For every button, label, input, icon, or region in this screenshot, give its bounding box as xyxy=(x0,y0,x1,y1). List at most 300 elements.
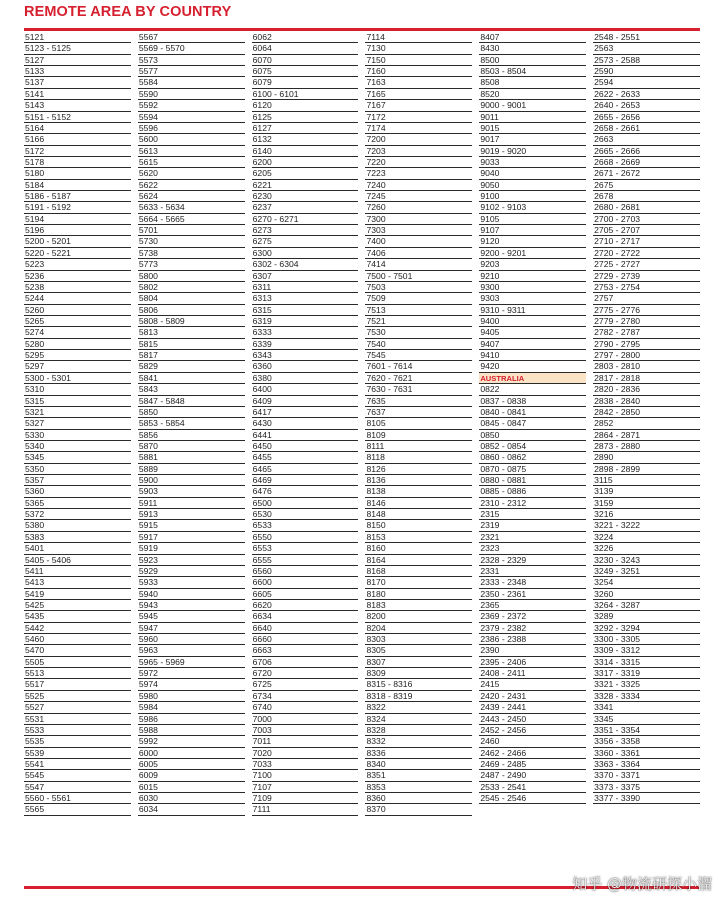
postcode-cell: 8148 xyxy=(365,509,472,520)
postcode-cell: 5220 - 5221 xyxy=(24,248,131,259)
postcode-cell: 2700 - 2703 xyxy=(593,214,700,225)
postcode-cell: 2852 xyxy=(593,418,700,429)
postcode-cell: 6270 - 6271 xyxy=(252,214,359,225)
postcode-cell: 2671 - 2672 xyxy=(593,168,700,179)
postcode-cell: 7160 xyxy=(365,66,472,77)
postcode-cell: 7174 xyxy=(365,123,472,134)
postcode-cell: 5151 - 5152 xyxy=(24,112,131,123)
postcode-cell: 6005 xyxy=(138,759,245,770)
postcode-cell: 3373 - 3375 xyxy=(593,782,700,793)
postcode-cell: 6034 xyxy=(138,804,245,815)
postcode-cell: 5974 xyxy=(138,679,245,690)
postcode-cell: 5633 - 5634 xyxy=(138,202,245,213)
postcode-cell: 3356 - 3358 xyxy=(593,736,700,747)
postcode-cell: 2594 xyxy=(593,77,700,88)
postcode-cell: 5360 xyxy=(24,486,131,497)
postcode-cell: 5813 xyxy=(138,327,245,338)
postcode-cell: 5917 xyxy=(138,532,245,543)
postcode-cell: 5330 xyxy=(24,430,131,441)
postcode-cell: 6315 xyxy=(252,305,359,316)
postcode-cell: 8322 xyxy=(365,702,472,713)
postcode-cell: 6132 xyxy=(252,134,359,145)
postcode-cell: 5622 xyxy=(138,180,245,191)
postcode-column xyxy=(24,32,131,886)
postcode-cell: 5315 xyxy=(24,396,131,407)
postcode-cell: 6620 xyxy=(252,600,359,611)
postcode-cell: 2710 - 2717 xyxy=(593,236,700,247)
postcode-cell: 5172 xyxy=(24,146,131,157)
postcode-cell: 8508 xyxy=(479,77,586,88)
postcode-cell: 6600 xyxy=(252,577,359,588)
postcode-cell: 6000 xyxy=(138,748,245,759)
postcode-cell: 5933 xyxy=(138,577,245,588)
postcode-cell: 5470 xyxy=(24,645,131,656)
postcode-cell: 2640 - 2653 xyxy=(593,100,700,111)
postcode-cell: 7003 xyxy=(252,725,359,736)
postcode-cell: 5773 xyxy=(138,259,245,270)
postcode-cell: 5196 xyxy=(24,225,131,236)
postcode-cell: 8315 - 8316 xyxy=(365,679,472,690)
postcode-cell: 8303 xyxy=(365,634,472,645)
postcode-cell: 8360 xyxy=(365,793,472,804)
postcode-cell: 5900 xyxy=(138,475,245,486)
postcode-cell: 3328 - 3334 xyxy=(593,691,700,702)
postcode-cell: 2873 - 2880 xyxy=(593,441,700,452)
postcode-cell: 3115 xyxy=(593,475,700,486)
postcode-cell: 5133 xyxy=(24,66,131,77)
postcode-cell: 2369 - 2372 xyxy=(479,611,586,622)
postcode-cell: 5584 xyxy=(138,77,245,88)
postcode-cell: 8136 xyxy=(365,475,472,486)
postcode-cell: 7172 xyxy=(365,112,472,123)
postcode-cell: 5806 xyxy=(138,305,245,316)
postcode-cell: 2729 - 2739 xyxy=(593,271,700,282)
postcode-cell: 5310 xyxy=(24,384,131,395)
postcode-cell: 5327 xyxy=(24,418,131,429)
postcode-cell: 3226 xyxy=(593,543,700,554)
postcode-cell: 3289 xyxy=(593,611,700,622)
postcode-cell: 8324 xyxy=(365,714,472,725)
postcode-cell: 5517 xyxy=(24,679,131,690)
postcode-cell: 5913 xyxy=(138,509,245,520)
postcode-cell: 8180 xyxy=(365,589,472,600)
postcode-cell: 2321 xyxy=(479,532,586,543)
postcode-cell: 5984 xyxy=(138,702,245,713)
postcode-cell: 5541 xyxy=(24,759,131,770)
postcode-cell: 5184 xyxy=(24,180,131,191)
postcode-cell: 2545 - 2546 xyxy=(479,793,586,804)
postcode-cell: 9405 xyxy=(479,327,586,338)
postcode-cell: 8138 xyxy=(365,486,472,497)
postcode-cell: 8105 xyxy=(365,418,472,429)
postcode-cell: 5881 xyxy=(138,452,245,463)
postcode-cell: 5569 - 5570 xyxy=(138,43,245,54)
postcode-cell: 5357 xyxy=(24,475,131,486)
postcode-table xyxy=(24,32,700,886)
postcode-cell: 5600 xyxy=(138,134,245,145)
postcode-cell: 6706 xyxy=(252,657,359,668)
postcode-cell: 5963 xyxy=(138,645,245,656)
postcode-cell: 5802 xyxy=(138,282,245,293)
postcode-cell: 5847 - 5848 xyxy=(138,396,245,407)
postcode-cell: 5141 xyxy=(24,89,131,100)
postcode-cell: 2439 - 2441 xyxy=(479,702,586,713)
postcode-cell: 7620 - 7621 xyxy=(365,373,472,384)
postcode-cell: 6740 xyxy=(252,702,359,713)
postcode-cell: 3317 - 3319 xyxy=(593,668,700,679)
postcode-cell: 5923 xyxy=(138,555,245,566)
postcode-cell: 5843 xyxy=(138,384,245,395)
postcode-cell: 6555 xyxy=(252,555,359,566)
postcode-cell: 5340 xyxy=(24,441,131,452)
postcode-cell: 9200 - 9201 xyxy=(479,248,586,259)
postcode-cell: 8351 xyxy=(365,770,472,781)
postcode-cell: 6450 xyxy=(252,441,359,452)
postcode-cell: 7300 xyxy=(365,214,472,225)
postcode-cell: 5573 xyxy=(138,55,245,66)
postcode-cell: 5383 xyxy=(24,532,131,543)
postcode-cell: 5800 xyxy=(138,271,245,282)
postcode-cell: 6125 xyxy=(252,112,359,123)
postcode-cell: 7635 xyxy=(365,396,472,407)
postcode-cell: 5903 xyxy=(138,486,245,497)
postcode-cell: 7540 xyxy=(365,339,472,350)
postcode-cell: 3321 - 3325 xyxy=(593,679,700,690)
postcode-cell: 5186 - 5187 xyxy=(24,191,131,202)
postcode-cell: 7303 xyxy=(365,225,472,236)
postcode-cell: 5592 xyxy=(138,100,245,111)
postcode-cell: 6127 xyxy=(252,123,359,134)
postcode-cell: 6380 xyxy=(252,373,359,384)
postcode-cell: 8168 xyxy=(365,566,472,577)
postcode-cell: 5413 xyxy=(24,577,131,588)
postcode-cell: 3159 xyxy=(593,498,700,509)
postcode-cell: 5380 xyxy=(24,520,131,531)
postcode-cell: 5164 xyxy=(24,123,131,134)
postcode-cell: 7400 xyxy=(365,236,472,247)
postcode-cell: 8407 xyxy=(479,32,586,43)
postcode-cell: 6360 xyxy=(252,361,359,372)
postcode-cell: 2328 - 2329 xyxy=(479,555,586,566)
postcode-cell: 7509 xyxy=(365,293,472,304)
postcode-cell: 5297 xyxy=(24,361,131,372)
postcode-cell: 2775 - 2776 xyxy=(593,305,700,316)
postcode-cell: 6605 xyxy=(252,589,359,600)
postcode-cell: 7167 xyxy=(365,100,472,111)
postcode-cell: 8153 xyxy=(365,532,472,543)
postcode-cell: 8126 xyxy=(365,464,472,475)
postcode-cell: 5191 - 5192 xyxy=(24,202,131,213)
postcode-cell: 2319 xyxy=(479,520,586,531)
postcode-cell: 5194 xyxy=(24,214,131,225)
postcode-cell: 5596 xyxy=(138,123,245,134)
postcode-cell: 2573 - 2588 xyxy=(593,55,700,66)
postcode-cell: 8520 xyxy=(479,89,586,100)
postcode-cell: 6441 xyxy=(252,430,359,441)
postcode-cell: 9105 xyxy=(479,214,586,225)
postcode-cell: 9420 xyxy=(479,361,586,372)
postcode-cell: 5856 xyxy=(138,430,245,441)
postcode-cell: 0822 xyxy=(479,384,586,395)
postcode-cell: 5565 xyxy=(24,804,131,815)
postcode-cell: 2680 - 2681 xyxy=(593,202,700,213)
postcode-cell: 8340 xyxy=(365,759,472,770)
postcode-cell: 2390 xyxy=(479,645,586,656)
postcode-cell: 5137 xyxy=(24,77,131,88)
postcode-cell: 6400 xyxy=(252,384,359,395)
postcode-cell: 6720 xyxy=(252,668,359,679)
postcode-cell: 0860 - 0862 xyxy=(479,452,586,463)
postcode-cell: 5401 xyxy=(24,543,131,554)
postcode-cell: 2890 xyxy=(593,452,700,463)
postcode-cell: 9019 - 9020 xyxy=(479,146,586,157)
postcode-cell: 9210 xyxy=(479,271,586,282)
page-title: REMOTE AREA BY COUNTRY xyxy=(24,4,232,20)
postcode-cell: 5841 xyxy=(138,373,245,384)
postcode-cell: 5929 xyxy=(138,566,245,577)
postcode-cell: 5915 xyxy=(138,520,245,531)
postcode-cell: 5817 xyxy=(138,350,245,361)
postcode-cell: 7100 xyxy=(252,770,359,781)
postcode-cell: 2469 - 2485 xyxy=(479,759,586,770)
postcode-cell: 5411 xyxy=(24,566,131,577)
postcode-cell: 8500 xyxy=(479,55,586,66)
postcode-cell: 5525 xyxy=(24,691,131,702)
postcode-cell: 7513 xyxy=(365,305,472,316)
postcode-cell: 6500 xyxy=(252,498,359,509)
postcode-cell: 8160 xyxy=(365,543,472,554)
postcode-cell: 6221 xyxy=(252,180,359,191)
postcode-cell: 7114 xyxy=(365,32,472,43)
postcode-cell: 8503 - 8504 xyxy=(479,66,586,77)
top-divider xyxy=(24,28,700,31)
postcode-cell: 6079 xyxy=(252,77,359,88)
postcode-cell: 2838 - 2840 xyxy=(593,396,700,407)
postcode-cell: 5947 xyxy=(138,623,245,634)
postcode-column xyxy=(252,32,359,886)
postcode-cell: 6120 xyxy=(252,100,359,111)
postcode-cell: 8370 xyxy=(365,804,472,815)
postcode-cell: 5919 xyxy=(138,543,245,554)
postcode-cell: 6530 xyxy=(252,509,359,520)
postcode-cell: 3314 - 3315 xyxy=(593,657,700,668)
postcode-cell: 3363 - 3364 xyxy=(593,759,700,770)
postcode-cell: 6560 xyxy=(252,566,359,577)
postcode-cell: 5350 xyxy=(24,464,131,475)
postcode-cell: 2563 xyxy=(593,43,700,54)
postcode-cell: 3292 - 3294 xyxy=(593,623,700,634)
postcode-cell: 9303 xyxy=(479,293,586,304)
postcode-cell: 0870 - 0875 xyxy=(479,464,586,475)
postcode-cell: 5300 - 5301 xyxy=(24,373,131,384)
postcode-cell: 6550 xyxy=(252,532,359,543)
postcode-cell: 5405 - 5406 xyxy=(24,555,131,566)
postcode-cell: 9407 xyxy=(479,339,586,350)
postcode-cell: 2725 - 2727 xyxy=(593,259,700,270)
postcode-cell: 3370 - 3371 xyxy=(593,770,700,781)
postcode-cell: 6455 xyxy=(252,452,359,463)
postcode-cell: 5123 - 5125 xyxy=(24,43,131,54)
postcode-cell: 0885 - 0886 xyxy=(479,486,586,497)
postcode-cell: 5986 xyxy=(138,714,245,725)
postcode-cell: 7150 xyxy=(365,55,472,66)
postcode-cell: 5238 xyxy=(24,282,131,293)
postcode-cell: 6465 xyxy=(252,464,359,475)
postcode-cell: 6469 xyxy=(252,475,359,486)
postcode-cell: 7203 xyxy=(365,146,472,157)
postcode-cell: 7200 xyxy=(365,134,472,145)
postcode-cell: 8111 xyxy=(365,441,472,452)
postcode-cell: 9102 - 9103 xyxy=(479,202,586,213)
postcode-cell: 2797 - 2800 xyxy=(593,350,700,361)
postcode-cell: 5505 xyxy=(24,657,131,668)
postcode-cell: 6417 xyxy=(252,407,359,418)
postcode-cell: 5127 xyxy=(24,55,131,66)
postcode-cell: 3221 - 3222 xyxy=(593,520,700,531)
postcode-cell: 7637 xyxy=(365,407,472,418)
postcode-cell: 0880 - 0881 xyxy=(479,475,586,486)
postcode-cell: 5615 xyxy=(138,157,245,168)
postcode-cell: 0837 - 0838 xyxy=(479,396,586,407)
postcode-cell: 5200 - 5201 xyxy=(24,236,131,247)
postcode-cell: 7630 - 7631 xyxy=(365,384,472,395)
postcode-cell: 5730 xyxy=(138,236,245,247)
postcode-cell: 5738 xyxy=(138,248,245,259)
postcode-cell: 6140 xyxy=(252,146,359,157)
postcode-cell: 8183 xyxy=(365,600,472,611)
postcode-cell: 5513 xyxy=(24,668,131,679)
postcode-cell: 7240 xyxy=(365,180,472,191)
postcode-cell: 2817 - 2818 xyxy=(593,373,700,384)
postcode-cell: 0845 - 0847 xyxy=(479,418,586,429)
postcode-cell: 5577 xyxy=(138,66,245,77)
postcode-cell: 5567 xyxy=(138,32,245,43)
postcode-cell: 5547 xyxy=(24,782,131,793)
postcode-cell: 5435 xyxy=(24,611,131,622)
postcode-cell: 9120 xyxy=(479,236,586,247)
postcode-cell: 2790 - 2795 xyxy=(593,339,700,350)
postcode-cell: 9107 xyxy=(479,225,586,236)
country-header: AUSTRALIA xyxy=(479,373,586,384)
postcode-cell: 7163 xyxy=(365,77,472,88)
postcode-cell: 5372 xyxy=(24,509,131,520)
postcode-cell: 2548 - 2551 xyxy=(593,32,700,43)
postcode-cell: 2864 - 2871 xyxy=(593,430,700,441)
postcode-cell: 8164 xyxy=(365,555,472,566)
postcode-cell: 5180 xyxy=(24,168,131,179)
postcode-cell: 5613 xyxy=(138,146,245,157)
postcode-cell: 2782 - 2787 xyxy=(593,327,700,338)
postcode-cell: 6237 xyxy=(252,202,359,213)
postcode-cell: 9040 xyxy=(479,168,586,179)
postcode-cell: 3139 xyxy=(593,486,700,497)
postcode-cell: 5560 - 5561 xyxy=(24,793,131,804)
postcode-cell: 5535 xyxy=(24,736,131,747)
postcode-cell: 6015 xyxy=(138,782,245,793)
postcode-cell: 5260 xyxy=(24,305,131,316)
postcode-cell: 9300 xyxy=(479,282,586,293)
postcode-cell: 6313 xyxy=(252,293,359,304)
postcode-cell: 7020 xyxy=(252,748,359,759)
postcode-cell: 2333 - 2348 xyxy=(479,577,586,588)
postcode-cell: 9310 - 9311 xyxy=(479,305,586,316)
postcode-cell: 2379 - 2382 xyxy=(479,623,586,634)
postcode-cell: 5442 xyxy=(24,623,131,634)
postcode-cell: 8336 xyxy=(365,748,472,759)
postcode-cell: 2452 - 2456 xyxy=(479,725,586,736)
postcode-cell: 2323 xyxy=(479,543,586,554)
postcode-cell: 0850 xyxy=(479,430,586,441)
postcode-cell: 5940 xyxy=(138,589,245,600)
postcode-cell: 7406 xyxy=(365,248,472,259)
postcode-cell: 3224 xyxy=(593,532,700,543)
postcode-cell: 6640 xyxy=(252,623,359,634)
postcode-cell: 2820 - 2836 xyxy=(593,384,700,395)
postcode-cell: 2460 xyxy=(479,736,586,747)
postcode-cell: 0840 - 0841 xyxy=(479,407,586,418)
postcode-cell: 7111 xyxy=(252,804,359,815)
postcode-cell: 8150 xyxy=(365,520,472,531)
postcode-cell: 2668 - 2669 xyxy=(593,157,700,168)
postcode-column xyxy=(479,32,586,886)
postcode-cell: 5345 xyxy=(24,452,131,463)
postcode-cell: 3309 - 3312 xyxy=(593,645,700,656)
postcode-cell: 2365 xyxy=(479,600,586,611)
postcode-cell: 8309 xyxy=(365,668,472,679)
postcode-cell: 6230 xyxy=(252,191,359,202)
postcode-cell: 7109 xyxy=(252,793,359,804)
postcode-cell: 5223 xyxy=(24,259,131,270)
postcode-cell: 7530 xyxy=(365,327,472,338)
postcode-cell: 2310 - 2312 xyxy=(479,498,586,509)
postcode-cell: 3345 xyxy=(593,714,700,725)
postcode-cell: 2386 - 2388 xyxy=(479,634,586,645)
postcode-cell: 5539 xyxy=(24,748,131,759)
postcode-cell: 8307 xyxy=(365,657,472,668)
postcode-cell: 5804 xyxy=(138,293,245,304)
postcode-cell: 3377 - 3390 xyxy=(593,793,700,804)
postcode-cell: 6100 - 6101 xyxy=(252,89,359,100)
postcode-cell: 7130 xyxy=(365,43,472,54)
postcode-cell: 2590 xyxy=(593,66,700,77)
postcode-cell: 7011 xyxy=(252,736,359,747)
postcode-cell: 3216 xyxy=(593,509,700,520)
postcode-column xyxy=(365,32,472,886)
postcode-cell: 5419 xyxy=(24,589,131,600)
postcode-cell: 5531 xyxy=(24,714,131,725)
postcode-cell: 8200 xyxy=(365,611,472,622)
postcode-cell: 5166 xyxy=(24,134,131,145)
postcode-cell: 7500 - 7501 xyxy=(365,271,472,282)
postcode-cell: 6725 xyxy=(252,679,359,690)
postcode-cell: 2678 xyxy=(593,191,700,202)
postcode-cell: 2779 - 2780 xyxy=(593,316,700,327)
postcode-cell: 3360 - 3361 xyxy=(593,748,700,759)
postcode-cell: 5321 xyxy=(24,407,131,418)
postcode-cell: 6476 xyxy=(252,486,359,497)
postcode-cell: 6070 xyxy=(252,55,359,66)
postcode-cell: 6064 xyxy=(252,43,359,54)
postcode-cell: 5274 xyxy=(24,327,131,338)
postcode-cell: 5280 xyxy=(24,339,131,350)
postcode-cell: 6275 xyxy=(252,236,359,247)
postcode-cell: 2533 - 2541 xyxy=(479,782,586,793)
postcode-cell: 7503 xyxy=(365,282,472,293)
postcode-cell: 6663 xyxy=(252,645,359,656)
postcode-cell: 2622 - 2633 xyxy=(593,89,700,100)
postcode-cell: 7033 xyxy=(252,759,359,770)
postcode-cell: 5960 xyxy=(138,634,245,645)
